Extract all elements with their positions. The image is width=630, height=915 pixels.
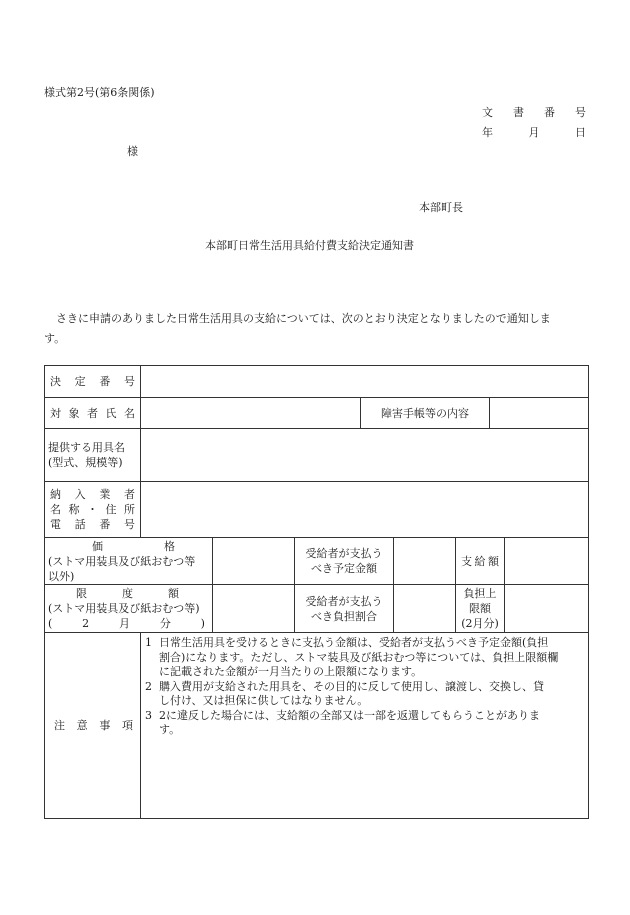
- row-vendor: [45, 482, 589, 538]
- note-line: 割合)になります。ただし、ストマ装具及び紙おむつ等については、負担上限額欄: [159, 650, 559, 664]
- char: 度: [122, 587, 133, 600]
- row-decision-number: [45, 366, 589, 398]
- burden-ratio-line-2: べき負担割合: [311, 609, 377, 623]
- handbook-value[interactable]: [490, 398, 589, 429]
- char: 名: [124, 406, 135, 420]
- note-number: 3: [145, 708, 152, 722]
- vendor-label: [45, 482, 141, 538]
- handbook-label: 障害手帳等の内容: [361, 398, 490, 429]
- char: 称: [68, 503, 80, 516]
- burden-limit-line-1: 負担上限額: [463, 587, 497, 615]
- char: 象: [68, 406, 80, 420]
- char: ): [200, 617, 205, 630]
- char: 号: [575, 106, 586, 119]
- char: 入: [74, 488, 86, 501]
- char: ・: [87, 503, 98, 516]
- intro-line-2: す。: [44, 332, 66, 345]
- char: 給: [474, 554, 486, 568]
- note-number: 1: [145, 636, 152, 649]
- subject-name-value[interactable]: [141, 398, 361, 429]
- burden-limit-line-2: (2月分): [461, 617, 499, 630]
- note-line: に記載された金額が一月当たりの上限額になります。: [159, 665, 423, 678]
- note-line: 日常生活用具を受けるときに支払う金額は、受給者が支払うべき予定金額(負担: [159, 636, 549, 649]
- planned-payment-line-2: べき予定金額: [311, 562, 377, 575]
- burden-ratio-line-1: 受給者が支払う: [305, 594, 383, 608]
- char: 書: [513, 106, 524, 119]
- note-line: 2に違反した場合には、支給額の全部又は一部を返還してもらうことがありま: [159, 708, 540, 722]
- char: 月: [528, 126, 540, 139]
- char: 者: [87, 406, 98, 420]
- char: 年: [482, 126, 493, 139]
- row-notes: [45, 633, 589, 819]
- intro-line-1: さきに申請のありました日常生活用具の支給については、次のとおり決定となりましたので通知しま: [56, 312, 551, 325]
- price-label: [45, 538, 213, 585]
- char: 号: [123, 518, 135, 531]
- char: 納: [50, 488, 61, 501]
- char: 氏: [105, 406, 117, 420]
- price-value[interactable]: [213, 538, 295, 585]
- vendor-value[interactable]: [141, 482, 589, 538]
- char: 2: [82, 617, 90, 630]
- char: 名: [50, 503, 61, 516]
- char: 月: [118, 617, 130, 630]
- notes-content: [141, 633, 589, 819]
- limit-label-line-2: (ストマ用装具及び紙おむつ等): [48, 602, 200, 615]
- char: 者: [123, 488, 135, 501]
- equipment-label-line-1: 提供する用具名: [48, 441, 125, 454]
- form-number: 様式第2号(第6条関係): [44, 86, 155, 99]
- char: 所: [124, 503, 135, 516]
- date-label: [482, 124, 586, 140]
- burden-ratio-value[interactable]: [394, 585, 456, 633]
- char: 日: [575, 126, 586, 139]
- note-line: し付け、又は担保に供してはなりません。: [159, 694, 369, 707]
- char: 決: [50, 375, 61, 388]
- char: 番: [99, 518, 111, 531]
- char: 番: [544, 106, 555, 119]
- notes-label: [45, 633, 141, 819]
- char: 分: [159, 617, 171, 630]
- equipment-label-line-2: (型式、規模等): [48, 456, 123, 469]
- form-table: [44, 365, 589, 819]
- document-number-label: [482, 104, 586, 120]
- char: 額: [488, 554, 499, 568]
- note-line: す。: [159, 723, 181, 736]
- char: 対: [50, 406, 61, 420]
- price-label-line-3: 以外): [48, 569, 75, 583]
- char: 定: [74, 375, 86, 388]
- row-equipment: [45, 429, 589, 482]
- char: 事: [99, 719, 111, 732]
- note-number: 2: [145, 679, 152, 693]
- price-label-line-2: (ストマ用装具及び紙おむつ等: [48, 554, 196, 568]
- recipient-suffix: 様: [127, 145, 138, 158]
- char: 格: [164, 539, 175, 553]
- char: 住: [105, 503, 117, 516]
- payment-amount-label: [456, 538, 505, 585]
- char: 号: [123, 375, 135, 388]
- char: 意: [76, 719, 88, 732]
- note-item: [145, 636, 583, 680]
- char: 業: [99, 488, 111, 501]
- row-limit: [45, 585, 589, 633]
- limit-value[interactable]: [213, 585, 295, 633]
- note-line: 購入費用が支給された用具を、その目的に反して使用し、譲渡し、交換し、貸: [159, 679, 544, 693]
- char: (: [48, 617, 53, 630]
- burden-ratio-label: [295, 585, 394, 633]
- burden-limit-label: [456, 585, 505, 633]
- char: 話: [74, 518, 86, 531]
- sender-name: 本部町長: [419, 201, 463, 214]
- row-price: [45, 538, 589, 585]
- char: 額: [168, 587, 179, 600]
- document-title: 本部町日常生活用具給付費支給決定通知書: [205, 239, 414, 252]
- planned-payment-label: [295, 538, 394, 585]
- note-item: [145, 680, 583, 709]
- equipment-value[interactable]: [141, 429, 589, 482]
- decision-number-label: [45, 366, 141, 398]
- burden-limit-value[interactable]: [505, 585, 589, 633]
- payment-amount-value[interactable]: [505, 538, 589, 585]
- limit-label: [45, 585, 213, 633]
- row-subject-name: [45, 398, 589, 429]
- char: 項: [121, 719, 133, 732]
- equipment-label: [45, 429, 141, 482]
- char: 支: [461, 554, 472, 568]
- decision-number-value[interactable]: [141, 366, 589, 398]
- note-item: [145, 709, 583, 738]
- planned-payment-line-1: 受給者が支払う: [305, 547, 383, 560]
- char: 限: [76, 587, 87, 600]
- char: 番: [99, 375, 111, 388]
- char: 電: [50, 518, 61, 531]
- char: 価: [92, 539, 103, 553]
- char: 注: [54, 719, 65, 732]
- char: 文: [482, 106, 493, 119]
- planned-payment-value[interactable]: [394, 538, 456, 585]
- subject-name-label: [45, 398, 141, 429]
